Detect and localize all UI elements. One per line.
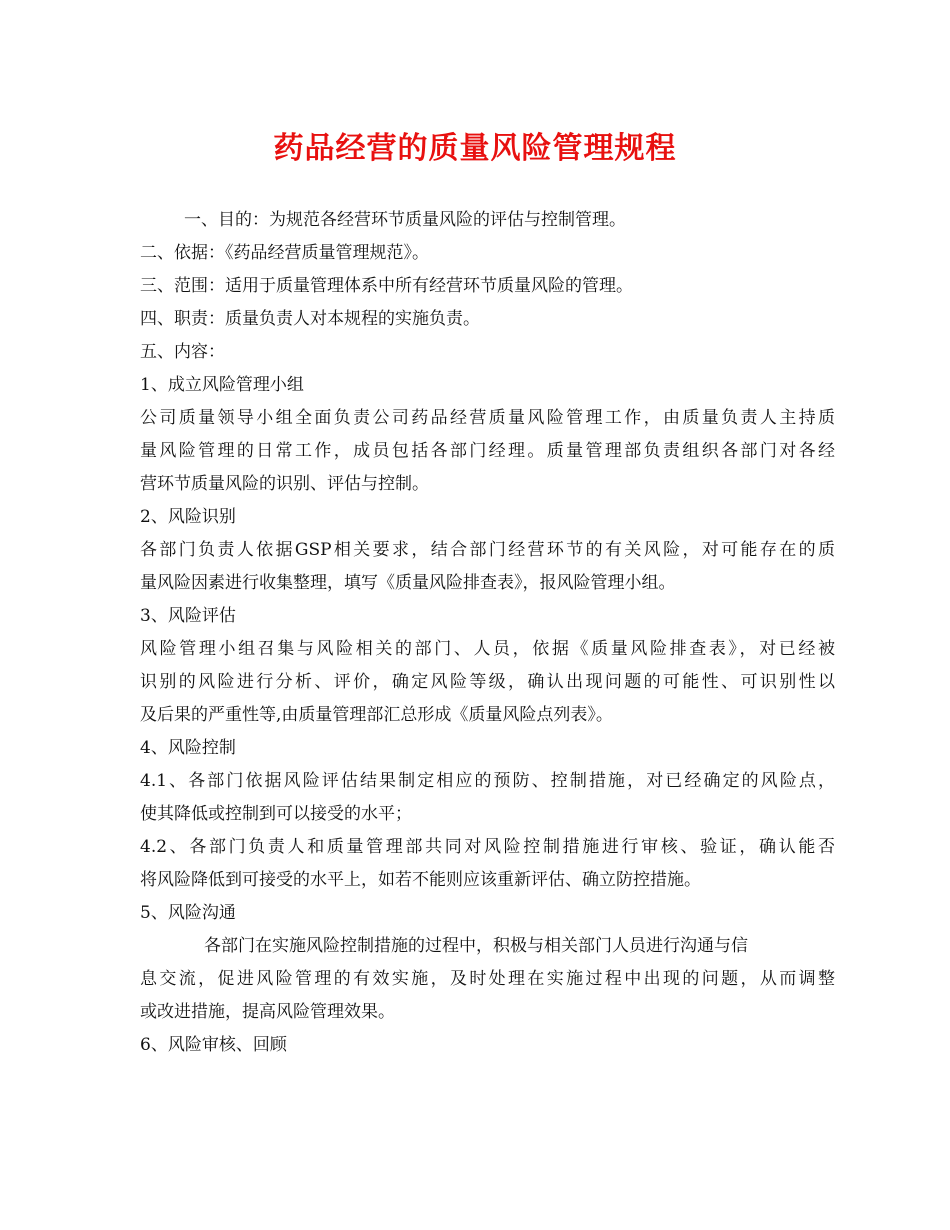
section-4-1-text-line: 使其降低或控制到可以接受的水平； bbox=[140, 804, 412, 824]
section-4-1-text-line: 4.1、各部门依据风险评估结果制定相应的预防、控制措施，对已经确定的风险点， bbox=[140, 771, 835, 791]
section-3-text-line: 风险管理小组召集与风险相关的部门、人员，依据《质量风险排查表》，对已经被 bbox=[140, 639, 835, 659]
scope-line: 三、范围：适用于质量管理体系中所有经营环节质量风险的管理。 bbox=[140, 276, 633, 296]
section-5-heading: 5、风险沟通 bbox=[140, 903, 236, 923]
section-3-text-line: 及后果的严重性等,由质量管理部汇总形成《质量风险点列表》。 bbox=[140, 705, 613, 725]
section-1-heading: 1、成立风险管理小组 bbox=[140, 375, 304, 395]
section-5-text-line: 各部门在实施风险控制措施的过程中，积极与相关部门人员进行沟通与信 bbox=[204, 936, 748, 956]
section-2-text-line: 各部门负责人依据GSP相关要求，结合部门经营环节的有关风险，对可能存在的质 bbox=[140, 540, 835, 560]
section-4-2-text-line: 4.2、各部门负责人和质量管理部共同对风险控制措施进行审核、验证，确认能否 bbox=[140, 837, 835, 857]
section-2-text-line: 量风险因素进行收集整理，填写《质量风险排查表》，报风险管理小组。 bbox=[140, 573, 676, 593]
section-4-heading: 4、风险控制 bbox=[140, 738, 236, 758]
basis-line: 二、依据：《药品经营质量管理规范》。 bbox=[140, 243, 429, 263]
document-body bbox=[140, 204, 835, 1062]
section-5-text-line: 息交流，促进风险管理的有效实施，及时处理在实施过程中出现的问题，从而调整 bbox=[140, 969, 835, 989]
section-4-2-text-line: 将风险降低到可接受的水平上，如若不能则应该重新评估、确立防控措施。 bbox=[140, 870, 701, 890]
document-title: 药品经营的质量风险管理规程 bbox=[273, 131, 677, 166]
section-3-heading: 3、风险评估 bbox=[140, 606, 236, 626]
section-5-text-line: 或改进措施，提高风险管理效果。 bbox=[140, 1002, 395, 1022]
section-3-text-line: 识别的风险进行分析、评价，确定风险等级，确认出现问题的可能性、可识别性以 bbox=[140, 672, 835, 692]
section-2-heading: 2、风险识别 bbox=[140, 507, 236, 527]
section-1-text-line: 量风险管理的日常工作，成员包括各部门经理。质量管理部负责组织各部门对各经 bbox=[140, 441, 835, 461]
responsibility-line: 四、职责：质量负责人对本规程的实施负责。 bbox=[140, 309, 480, 329]
section-1-text-line: 营环节质量风险的识别、评估与控制。 bbox=[140, 474, 429, 494]
section-1-text-line: 公司质量领导小组全面负责公司药品经营质量风险管理工作，由质量负责人主持质 bbox=[140, 408, 835, 428]
purpose-line: 一、目的：为规范各经营环节质量风险的评估与控制管理。 bbox=[184, 210, 626, 230]
content-heading: 五、内容： bbox=[140, 342, 225, 362]
section-6-heading: 6、风险审核、回顾 bbox=[140, 1035, 287, 1055]
